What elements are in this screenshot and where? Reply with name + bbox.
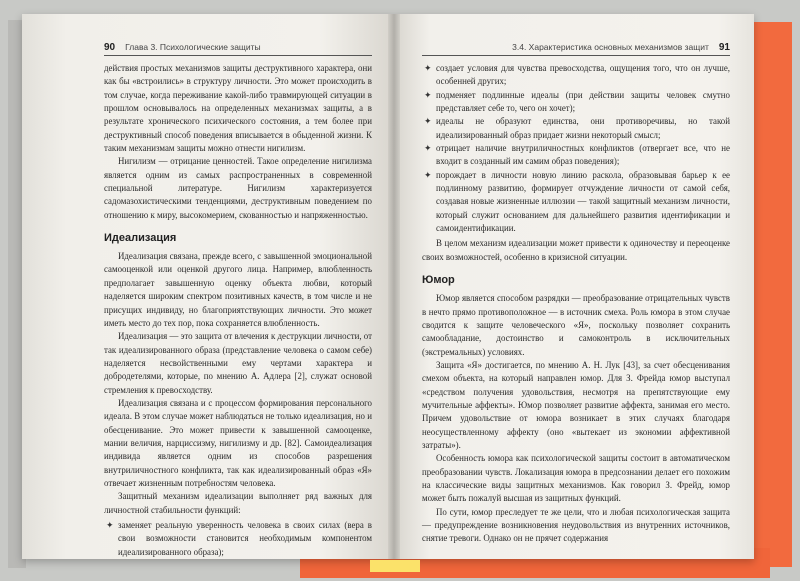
list-item: ✦ идеалы не образуют единства, они противоречивы, но такой идеализированный образ придает жизни некоторый смысл; — [424, 116, 730, 140]
idealization-paragraph-3: Идеализация связана и с процессом формирования персонального идеала. В этом случае может наблюдаться не только идеализация, но и обесценивание. Это может привести к завышенной самооценке, мании величия, нарциссизму, нигилизму и др. [82]. Самоидеализация индивида является одним из способов разрешения внутриличностного конфликта, так как идеализированный образ «Я» отвечает жизненным потребностям человека. — [104, 397, 372, 488]
left-header-title: Глава 3. Психологические защиты — [125, 42, 261, 52]
list-item: ✦ порождает в личности новую линию раскола, образовывая барьер к ее подлинному развитию, формирует отчуждение личности от самой себя, создавая новые жизненные иллюзии — такой защитный механизм личности, который служит основанием для дальнейшего развития идентификации и самоидентификации. — [424, 169, 730, 234]
bookmark-ribbon — [370, 560, 420, 572]
right-page-number: 91 — [718, 42, 730, 53]
left-running-header — [104, 42, 372, 56]
section-heading-humor: Юмор — [422, 274, 455, 287]
right-header-title: 3.4. Характеристика основных механизмов защит — [512, 42, 709, 52]
idealization-paragraph-4: Защитный механизм идеализации выполняет ряд важных для личностной стабильности функций: — [104, 491, 372, 515]
bullet-icon: ✦ — [424, 169, 432, 180]
list-item: ✦ создает условия для чувства превосходства, ощущения того, что он лучше, особенней других; — [424, 63, 730, 87]
right-bullet-list — [422, 62, 730, 235]
humor-paragraph-1: Юмор является способом разрядки — преобразование отрицательных чувств в нечто прямо противоположное — в источник смеха. Роль юмора в этом случае сводится к защите человеческого «Я», поскольку позволяет сохранить самообладание, достоинство и самоконтроль в исключительных (экстремальных) условиях. — [422, 293, 730, 357]
bullet-icon: ✦ — [424, 63, 432, 73]
left-bullet-list — [104, 519, 372, 559]
humor-paragraph-3: Особенность юмора как психологической защиты состоит в автоматическом преобразовании чувств. Локализация юмора в предсознании делает его похожим на классические виды защитных механизмов. Как говорил З. Фрейд, юмор может быть пожалуй высшая из защитных функций. — [422, 453, 730, 504]
left-page-number: 90 — [104, 42, 116, 53]
right-page — [394, 14, 754, 559]
idealization-paragraph-1: Идеализация связана, прежде всего, с завышенной эмоциональной самооценкой или оценкой другого лица. Например, влюбленность предполагает завышенную оценку объекта любви, который наделяется широким спектром позитивных качеств, в том числе и не присущих индивиду, но благоприятствующих личности. Это может иметь место до тех пор, пока сохраняется влюбленность. — [104, 251, 372, 328]
nihilism-paragraph: Нигилизм — отрицание ценностей. Такое определение нигилизма является одним из самых распространенных в современной специальной литературе. Нигилизм характеризуется садомазохистическими тенденциями, деструктивным поведением по отношению к миру, высокомерием, скованностью и напряженностью. — [104, 156, 372, 220]
book-spine-shadow — [388, 14, 400, 559]
right-running-header — [422, 42, 730, 56]
list-item: ✦ подменяет подлинные идеалы (при действии защиты человек смутно представляет себе то, чего он хочет); — [424, 89, 730, 114]
section-heading-idealization: Идеализация — [104, 232, 177, 245]
left-page — [22, 14, 394, 559]
bullet-icon: ✦ — [424, 116, 432, 127]
bullet-icon: ✦ — [106, 520, 114, 530]
list-item: ✦ отрицает наличие внутриличностных конфликтов (отвергает все, что не входит в созданный им самим образ поведения); — [424, 143, 730, 167]
bullet-icon: ✦ — [424, 143, 432, 154]
humor-paragraph-4: По сути, юмор преследует те же цели, что и любая психологическая защита — предупреждение возникновения неудовольствия из внутренних источников, снятие тревоги. Однако он не прячет содержания — [422, 506, 730, 544]
humor-paragraph-2: Защита «Я» достигается, по мнению А. Н. Лук [43], за счет обесценивания смехом объекта, на который направлен юмор. Для З. Фрейда юмор выступал «средством получения удовольствия, несмотря на препятствующие ему мучительные аффекты». Юмор позволяет развитие аффекта, занимая его место. Причем удовольствие от юмора возникает в этих случаях благодаря неосуществленному аффекту (оно «вытекает из экономии аффективной затраты»). — [422, 359, 730, 450]
idealization-paragraph-2: Идеализация — это защита от влечения к деструкции личности, от так идеализированного образа (представление человека о самом себе) наделяется несвойственными ему чертами характера и добродетелями, которые, по мнению А. Адлера [2], служат основой стремления к превосходству. — [104, 331, 372, 395]
idealization-summary: В целом механизм идеализации может привести к одиночеству и переоценке своих возможностей, особенно в кризисной ситуации. — [422, 238, 730, 262]
list-item: ✦ заменяет реальную уверенность человека в своих силах (вера в свои возможности становится необходимым компонентом идеализированного образа); — [106, 520, 372, 557]
open-book — [22, 14, 754, 559]
left-continuation-paragraph: действия простых механизмов защиты деструктивного характера, они как бы «встроились» в структуру личности. Это может происходить в том случае, когда переживание какой-либо травмирующей ситуации в прошлом основывалось на определенных механизмах защиты, а в результате хронического психического состояния, а тем более при деструктивный способ поведения вписывается в обыденной жизни. К таким механизмам защиты можно отнести нигилизм. — [104, 63, 372, 154]
bullet-icon: ✦ — [424, 89, 432, 100]
